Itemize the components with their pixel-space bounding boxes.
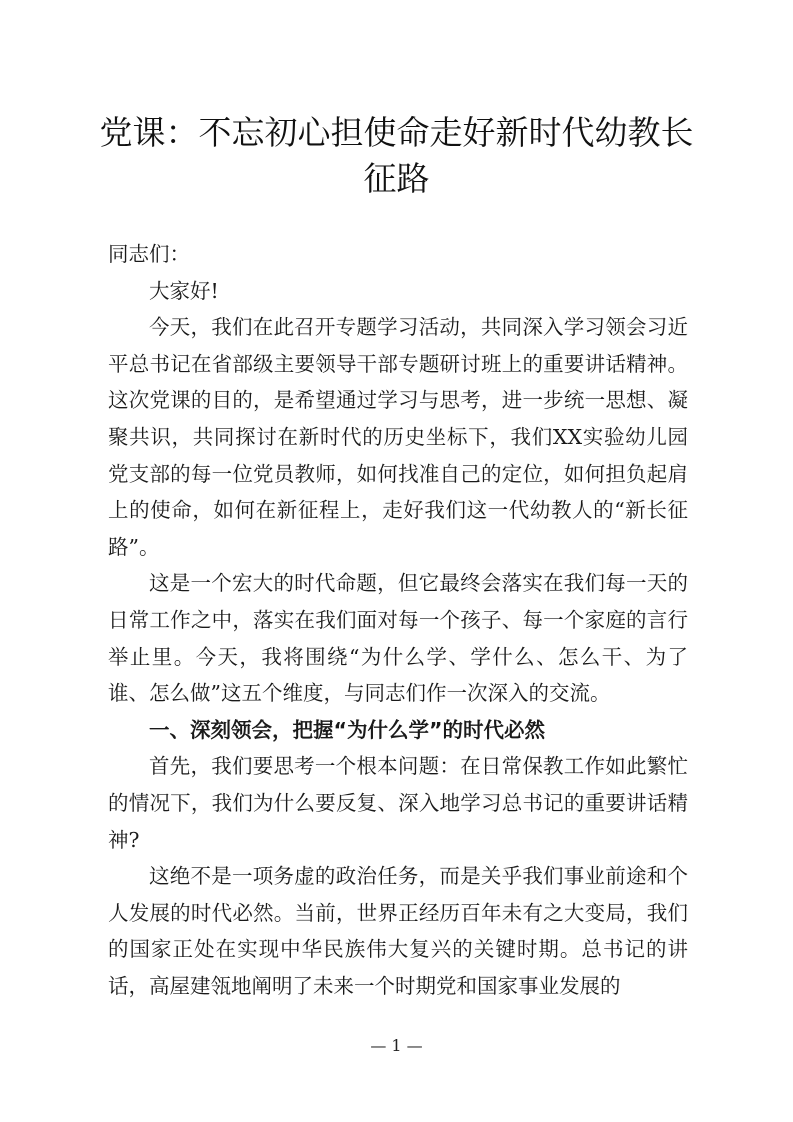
document-body: [108, 236, 688, 1004]
page-number: — 1 —: [370, 1036, 423, 1055]
paragraph-4: 这绝不是一项务虚的政治任务，而是关乎我们事业前途和个人发展的时代必然。当前，世界正经历百年未有之大变局，我们的国家正处在实现中华民族伟大复兴的关键时期。总书记的讲话，高屋建瓴地阐明了未来一个时期党和国家事业发展的: [108, 864, 688, 998]
salutation: 同志们：: [108, 242, 190, 266]
paragraph-1: 今天，我们在此召开专题学习活动，共同深入学习领会习近平总书记在省部级主要领导干部专题研讨班上的重要讲话精神。这次党课的目的，是希望通过学习与思考，进一步统一思想、凝聚共识，共同探讨在新时代的历史坐标下，我们XX实验幼儿园党支部的每一位党员教师，如何找准自己的定位，如何担负起肩上的使命，如何在新征程上，走好我们这一代幼教人的“新长征路”。: [108, 315, 688, 559]
paragraph-3: 首先，我们要思考一个根本问题：在日常保教工作如此繁忙的情况下，我们为什么要反复、深入地学习总书记的重要讲话精神?: [108, 754, 688, 852]
section-heading-1: 一、深刻领会，把握“为什么学”的时代必然: [149, 717, 545, 742]
greeting: 大家好!: [149, 278, 219, 303]
paragraph-2: 这是一个宏大的时代命题，但它最终会落实在我们每一天的日常工作之中，落实在我们面对每一个孩子、每一个家庭的言行举止里。今天，我将围绕“为什么学、学什么、怎么干、为了谁、怎么做”这五个维度，与同志们作一次深入的交流。: [108, 571, 688, 706]
document-title: 党课：不忘初心担使命走好新时代幼教长征路: [99, 113, 694, 198]
